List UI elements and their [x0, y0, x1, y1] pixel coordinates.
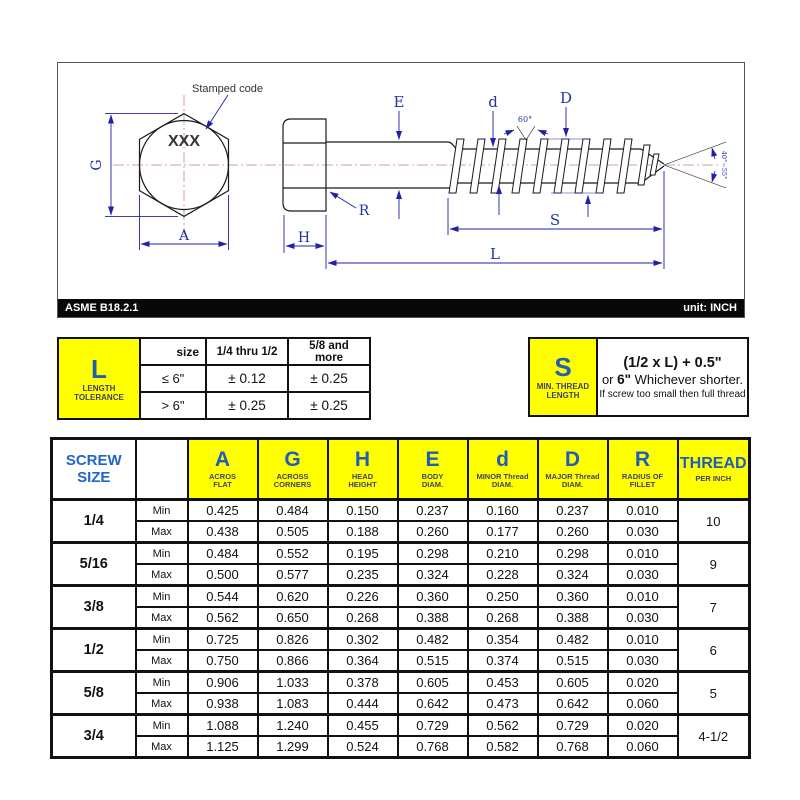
- value-cell: 0.524: [328, 736, 398, 758]
- tolerance-value: ± 0.12: [206, 365, 288, 392]
- s-formula: (1/2 x L) + 0.5": [623, 354, 722, 371]
- value-cell: 0.453: [468, 672, 538, 694]
- value-cell: 0.562: [188, 607, 258, 629]
- label-S: S: [549, 211, 561, 229]
- value-cell: 0.260: [398, 521, 468, 543]
- value-cell: 0.582: [468, 736, 538, 758]
- value-cell: 0.378: [328, 672, 398, 694]
- value-cell: 0.577: [258, 564, 328, 586]
- minmax-label: Max: [136, 650, 188, 672]
- minmax-label: Min: [136, 586, 188, 608]
- value-cell: 0.729: [398, 715, 468, 737]
- l-key-letter: L: [91, 353, 107, 384]
- spec-row: [52, 672, 750, 694]
- spec-row: [52, 629, 750, 651]
- minmax-label: Max: [136, 607, 188, 629]
- size-cell: 5/8: [52, 672, 136, 715]
- value-cell: 0.482: [398, 629, 468, 651]
- value-cell: 0.020: [608, 672, 678, 694]
- spec-header-screw-size: SCREW SIZE: [52, 439, 136, 500]
- value-cell: 0.354: [468, 629, 538, 651]
- value-cell: 1.033: [258, 672, 328, 694]
- tpi-cell: 10: [678, 500, 750, 543]
- value-cell: 0.260: [538, 521, 608, 543]
- size-cell: 3/8: [52, 586, 136, 629]
- value-cell: 0.237: [398, 500, 468, 522]
- minmax-label: Max: [136, 564, 188, 586]
- fillet-leader: [330, 192, 356, 208]
- value-cell: 0.750: [188, 650, 258, 672]
- value-cell: 0.324: [538, 564, 608, 586]
- size-cell: 5/16: [52, 543, 136, 586]
- value-cell: 0.482: [538, 629, 608, 651]
- value-cell: 0.160: [468, 500, 538, 522]
- tolerance-value: ± 0.25: [288, 365, 370, 392]
- tolerance-value: ± 0.25: [288, 392, 370, 419]
- value-cell: 0.030: [608, 650, 678, 672]
- size-cell: 3/4: [52, 715, 136, 758]
- centerlines: [113, 95, 720, 235]
- value-cell: 0.473: [468, 693, 538, 715]
- stamped-code-label: Stamped code: [192, 83, 263, 95]
- value-cell: 0.302: [328, 629, 398, 651]
- value-cell: 0.150: [328, 500, 398, 522]
- minmax-label: Max: [136, 521, 188, 543]
- label-E: E: [393, 93, 405, 111]
- length-tolerance-table: [57, 337, 371, 420]
- thread-angle-annotation: [504, 115, 548, 140]
- value-cell: 0.605: [398, 672, 468, 694]
- value-cell: 0.388: [398, 607, 468, 629]
- value-cell: 0.438: [188, 521, 258, 543]
- value-cell: 0.195: [328, 543, 398, 565]
- value-cell: 0.484: [258, 500, 328, 522]
- tolerance-value: ± 0.25: [206, 392, 288, 419]
- spec-header-A: A ACROS FLAT: [188, 439, 258, 500]
- spec-header-d: d MINOR Thread DIAM.: [468, 439, 538, 500]
- value-cell: 0.226: [328, 586, 398, 608]
- s-key-caption: MIN. THREAD LENGTH: [536, 382, 590, 400]
- value-cell: 0.030: [608, 521, 678, 543]
- minmax-label: Min: [136, 500, 188, 522]
- value-cell: 0.237: [538, 500, 608, 522]
- l-key-cell: [58, 338, 140, 419]
- value-cell: 0.515: [538, 650, 608, 672]
- value-cell: 0.866: [258, 650, 328, 672]
- spec-row: [52, 693, 750, 715]
- spec-header-blank: [136, 439, 188, 500]
- label-L: L: [490, 245, 500, 263]
- spec-header-G: G ACROSS CORNERS: [258, 439, 328, 500]
- tpi-cell: 7: [678, 586, 750, 629]
- s-note-text: [598, 339, 747, 415]
- value-cell: 0.768: [398, 736, 468, 758]
- value-cell: 0.324: [398, 564, 468, 586]
- minmax-label: Min: [136, 543, 188, 565]
- min-thread-length-note: [528, 337, 749, 417]
- spec-row: [52, 650, 750, 672]
- value-cell: 1.240: [258, 715, 328, 737]
- spec-row: [52, 564, 750, 586]
- dimension-D: [540, 107, 601, 217]
- drawing-title-bar: [58, 299, 744, 317]
- spec-header-D: D MAJOR Thread DIAM.: [538, 439, 608, 500]
- value-cell: 0.228: [468, 564, 538, 586]
- minmax-label: Max: [136, 693, 188, 715]
- value-cell: 0.250: [468, 586, 538, 608]
- thread-teeth: [449, 139, 659, 193]
- s-key-cell: [530, 339, 598, 415]
- value-cell: 0.060: [608, 693, 678, 715]
- tolerance-row-label: > 6": [140, 392, 206, 419]
- tolerance-row-label: ≤ 6": [140, 365, 206, 392]
- label-H: H: [297, 230, 311, 246]
- value-cell: 0.268: [328, 607, 398, 629]
- tolerance-header-size: size: [140, 338, 206, 365]
- value-cell: 0.444: [328, 693, 398, 715]
- standard-label: ASME B18.2.1: [65, 302, 139, 314]
- stamped-code-value: XXX: [167, 133, 201, 150]
- spec-header-H: H HEAD HEIGHT: [328, 439, 398, 500]
- label-point-angle: 40°~55°: [720, 150, 728, 180]
- value-cell: 0.650: [258, 607, 328, 629]
- value-cell: 0.010: [608, 586, 678, 608]
- value-cell: 0.642: [538, 693, 608, 715]
- value-cell: 0.505: [258, 521, 328, 543]
- label-D: D: [559, 89, 573, 107]
- size-cell: 1/2: [52, 629, 136, 672]
- value-cell: 0.030: [608, 607, 678, 629]
- s-alternative: or 6" Whichever shorter.: [601, 371, 744, 387]
- value-cell: 1.088: [188, 715, 258, 737]
- value-cell: 1.299: [258, 736, 328, 758]
- value-cell: 0.268: [468, 607, 538, 629]
- spec-row: [52, 736, 750, 758]
- tpi-cell: 5: [678, 672, 750, 715]
- spec-row: [52, 521, 750, 543]
- spec-header-thread: THREAD PER INCH: [678, 439, 750, 500]
- value-cell: 0.544: [188, 586, 258, 608]
- value-cell: 0.938: [188, 693, 258, 715]
- value-cell: 0.562: [468, 715, 538, 737]
- value-cell: 0.188: [328, 521, 398, 543]
- value-cell: 1.125: [188, 736, 258, 758]
- value-cell: 0.425: [188, 500, 258, 522]
- value-cell: 0.552: [258, 543, 328, 565]
- minmax-label: Min: [136, 715, 188, 737]
- spec-header-row: [52, 439, 750, 500]
- value-cell: 0.030: [608, 564, 678, 586]
- stamped-code-leader: [206, 95, 228, 129]
- lag-screw-drawing: [58, 63, 744, 299]
- s-key-letter: S: [554, 352, 572, 382]
- value-cell: 0.298: [538, 543, 608, 565]
- spec-row: [52, 715, 750, 737]
- value-cell: 0.360: [538, 586, 608, 608]
- value-cell: 0.500: [188, 564, 258, 586]
- value-cell: 0.010: [608, 500, 678, 522]
- spec-body: [52, 500, 750, 758]
- minmax-label: Min: [136, 629, 188, 651]
- tpi-cell: 6: [678, 629, 750, 672]
- value-cell: 0.725: [188, 629, 258, 651]
- value-cell: 0.455: [328, 715, 398, 737]
- spec-row: [52, 607, 750, 629]
- label-thread-angle: 60°: [517, 115, 533, 124]
- value-cell: 0.177: [468, 521, 538, 543]
- s-footnote: If screw too small then full thread: [599, 388, 746, 400]
- tpi-cell: 9: [678, 543, 750, 586]
- spec-row: [52, 586, 750, 608]
- value-cell: 0.060: [608, 736, 678, 758]
- value-cell: 0.388: [538, 607, 608, 629]
- spec-header-E: E BODY DIAM.: [398, 439, 468, 500]
- value-cell: 0.484: [188, 543, 258, 565]
- value-cell: 0.020: [608, 715, 678, 737]
- value-cell: 0.360: [398, 586, 468, 608]
- value-cell: 0.298: [398, 543, 468, 565]
- value-cell: 0.906: [188, 672, 258, 694]
- value-cell: 0.605: [538, 672, 608, 694]
- value-cell: 0.210: [468, 543, 538, 565]
- drawing-frame: [57, 62, 745, 318]
- minmax-label: Max: [136, 736, 188, 758]
- spec-table: [50, 437, 751, 759]
- value-cell: 0.729: [538, 715, 608, 737]
- value-cell: 0.642: [398, 693, 468, 715]
- minmax-label: Min: [136, 672, 188, 694]
- value-cell: 0.364: [328, 650, 398, 672]
- label-R: R: [358, 203, 370, 219]
- value-cell: 0.515: [398, 650, 468, 672]
- value-cell: 0.235: [328, 564, 398, 586]
- label-A: A: [178, 228, 190, 244]
- spec-row: [52, 500, 750, 522]
- spec-header-R: R RADIUS OF FILLET: [608, 439, 678, 500]
- value-cell: 0.010: [608, 629, 678, 651]
- value-cell: 0.620: [258, 586, 328, 608]
- tpi-cell: 4-1/2: [678, 715, 750, 758]
- tolerance-header-large: 5/8 and more: [288, 338, 370, 365]
- value-cell: 0.826: [258, 629, 328, 651]
- value-cell: 0.010: [608, 543, 678, 565]
- value-cell: 0.374: [468, 650, 538, 672]
- l-key-caption: LENGTH TOLERANCE: [74, 383, 124, 402]
- value-cell: 1.083: [258, 693, 328, 715]
- label-d: d: [488, 93, 498, 111]
- label-G: G: [89, 159, 105, 171]
- value-cell: 0.768: [538, 736, 608, 758]
- spec-row: [52, 543, 750, 565]
- unit-label: unit: INCH: [683, 302, 737, 314]
- size-cell: 1/4: [52, 500, 136, 543]
- tolerance-header-small: 1/4 thru 1/2: [206, 338, 288, 365]
